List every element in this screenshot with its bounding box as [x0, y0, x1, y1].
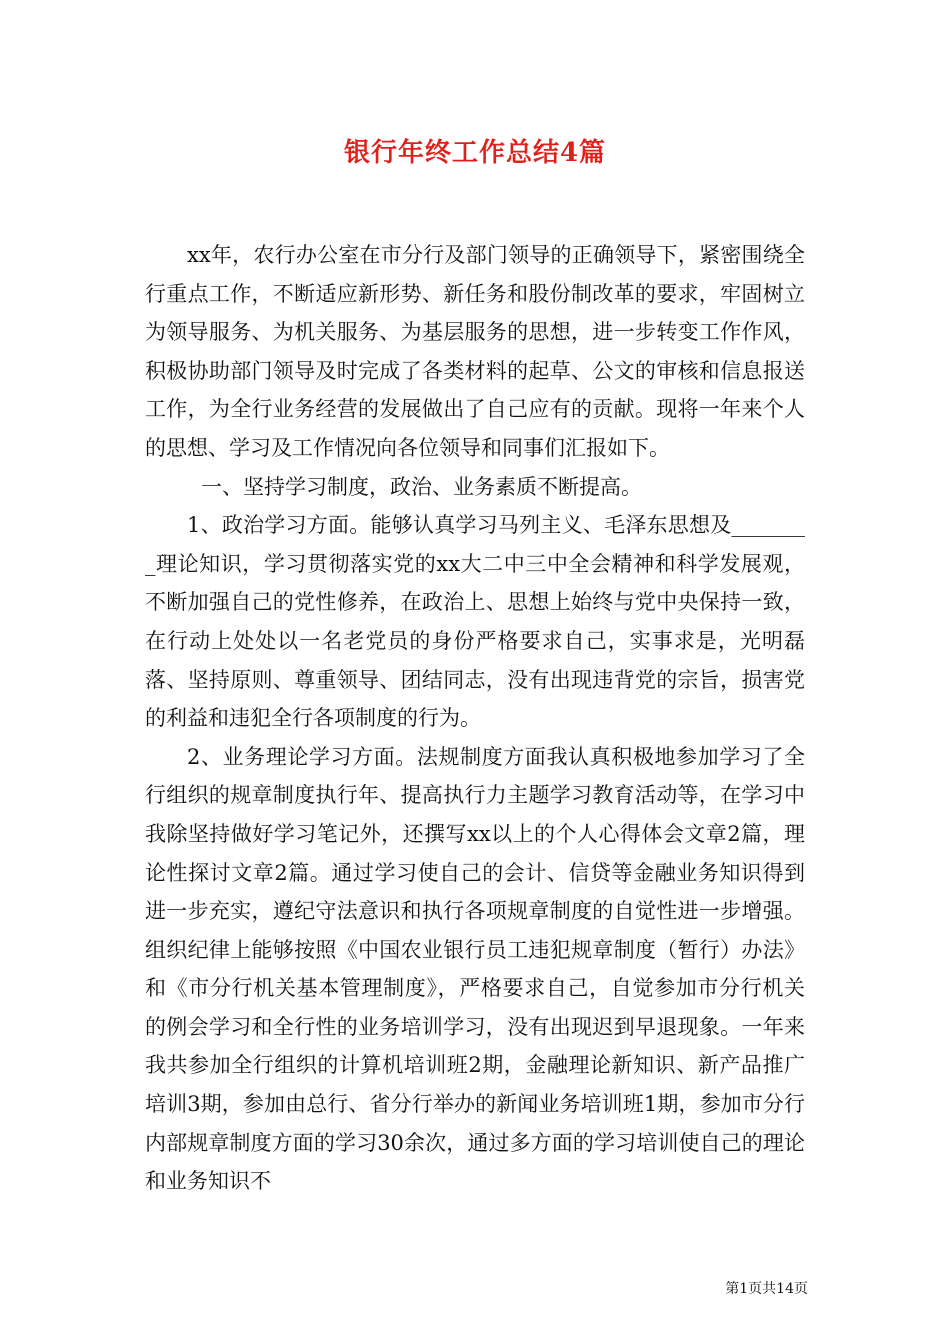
political-study-paragraph: 1、政治学习方面。能够认真学习马列主义、毛泽东思想及________理论知识，学习贯彻落实党的xx大二中三中全会精神和科学发展观，不断加强自己的党性修养，在政治上、思想上始终与党中央保持一致，在行动上处处以一名老党员的身份严格要求自己，实事求是，光明磊落、坚持原则、尊重领导、团结同志，没有出现违背党的宗旨，损害党的利益和违犯全行各项制度的行为。: [145, 513, 805, 731]
document-title: 银行年终工作总结4篇: [343, 138, 607, 168]
intro-paragraph: xx年，农行办公室在市分行及部门领导的正确领导下，紧密围绕全行重点工作，不断适应新形势、新任务和股份制改革的要求，牢固树立为领导服务、为机关服务、为基层服务的思想，进一步转变工作作风，积极协助部门领导及时完成了各类材料的起草、公文的审核和信息报送工作，为全行业务经营的发展做出了自己应有的贡献。现将一年来个人的思想、学习及工作情况向各位领导和同事们汇报如下。: [145, 243, 805, 460]
page-number: 第1页共14页: [725, 1281, 808, 1297]
section-heading: 一、坚持学习制度，政治、业务素质不断提高。: [201, 474, 642, 499]
business-study-paragraph: 2、业务理论学习方面。法规制度方面我认真积极地参加学习了全行组织的规章制度执行年、提高执行力主题学习教育活动等，在学习中我除坚持做好学习笔记外，还撰写xx以上的个人心得体会文章2篇，理论性探讨文章2篇。通过学习使自己的会计、信贷等金融业务知识得到进一步充实，遵纪守法意识和执行各项规章制度的自觉性进一步增强。组织纪律上能够按照《中国农业银行员工违犯规章制度（暂行）办法》和《市分行机关基本管理制度》，严格要求自己，自觉参加市分行机关的例会学习和全行性的业务培训学习，没有出现迟到早退现象。一年来我共参加全行组织的计算机培训班2期，金融理论新知识、新产品推广培训3期，参加由总行、省分行举办的新闻业务培训班1期，参加市分行内部规章制度方面的学习30余次，通过多方面的学习培训使自己的理论和业务知识不: [145, 744, 805, 1194]
document-body: [145, 236, 805, 1201]
